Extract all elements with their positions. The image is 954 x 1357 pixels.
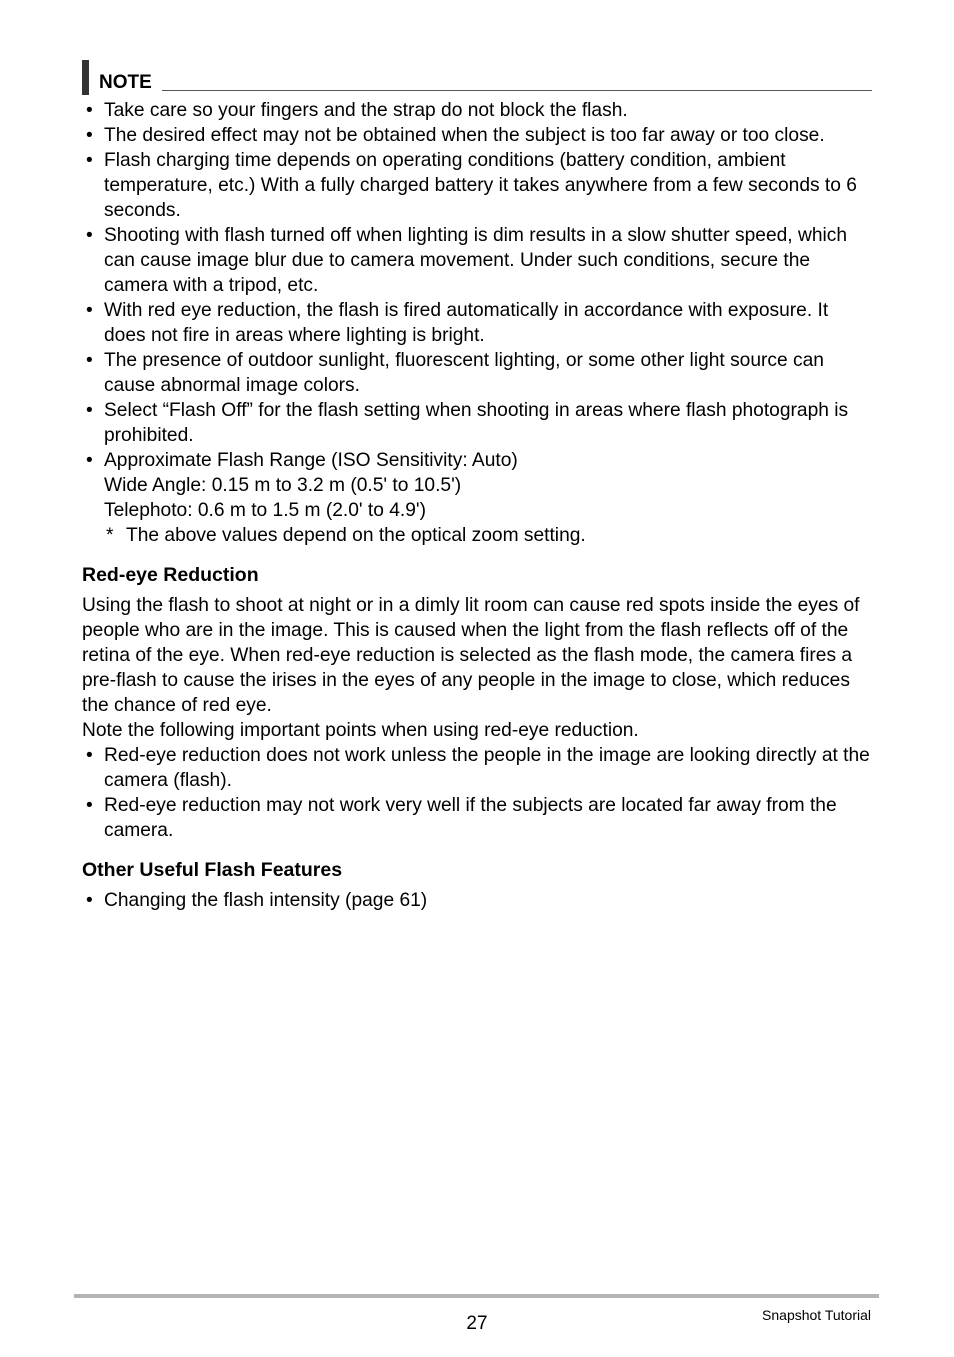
redeye-item-text: Red-eye reduction does not work unless the people in the image are looking directly at the camera (flash). bbox=[104, 745, 870, 791]
note-item-text: The desired effect may not be obtained when the subject is too far away or too close. bbox=[104, 125, 825, 146]
note-item bbox=[82, 398, 872, 448]
note-item-text: Take care so your fingers and the strap do not block the flash. bbox=[104, 100, 628, 121]
footnote-text: The above values depend on the optical zoom setting. bbox=[126, 525, 586, 546]
flash-range-item bbox=[82, 448, 872, 548]
note-marker-bar bbox=[82, 60, 89, 95]
bullet: • bbox=[86, 745, 93, 766]
note-divider bbox=[162, 90, 872, 91]
page-number: 27 bbox=[466, 1313, 488, 1334]
redeye-item-text: Red-eye reduction may not work very well if the subjects are located far away from the camera. bbox=[104, 795, 837, 841]
note-item-text: With red eye reduction, the flash is fired automatically in accordance with exposure. It does not fire in areas where lighting is bright. bbox=[104, 300, 829, 346]
note-item bbox=[82, 298, 872, 348]
other-feature-item bbox=[82, 888, 872, 913]
flash-range-footnote bbox=[104, 523, 872, 548]
redeye-list bbox=[82, 743, 872, 843]
bullet: • bbox=[86, 150, 93, 171]
bullet: • bbox=[86, 350, 93, 371]
redeye-item bbox=[82, 793, 872, 843]
bullet: • bbox=[86, 795, 93, 816]
section-name: Snapshot Tutorial bbox=[762, 1307, 871, 1323]
page-content bbox=[82, 60, 872, 913]
bullet: • bbox=[86, 890, 93, 911]
note-item bbox=[82, 348, 872, 398]
bullet: • bbox=[86, 400, 93, 421]
flash-range-title: Approximate Flash Range (ISO Sensitivity: Auto) bbox=[104, 450, 518, 471]
note-item bbox=[82, 223, 872, 298]
note-item-text: Select “Flash Off” for the flash setting when shooting in areas where flash photograph is prohibited. bbox=[104, 400, 849, 446]
redeye-intro: Note the following important points when using red-eye reduction. bbox=[82, 720, 639, 741]
note-item bbox=[82, 98, 872, 123]
other-features-heading: Other Useful Flash Features bbox=[82, 859, 343, 881]
note-item-text: Shooting with flash turned off when lighting is dim results in a slow shutter speed, which can cause image blur due to camera movement. Under such conditions, secure the camera with a tripod, etc. bbox=[104, 225, 848, 296]
other-features-list bbox=[82, 888, 872, 913]
note-item bbox=[82, 148, 872, 223]
note-label: NOTE bbox=[99, 72, 152, 93]
note-item bbox=[82, 123, 872, 148]
bullet: • bbox=[86, 125, 93, 146]
footnote-mark: * bbox=[106, 525, 114, 546]
bullet: • bbox=[86, 100, 93, 121]
bullet: • bbox=[86, 225, 93, 246]
flash-range-tele: Telephoto: 0.6 m to 1.5 m (2.0' to 4.9') bbox=[104, 500, 426, 521]
footer-divider bbox=[74, 1294, 879, 1298]
flash-range-wide: Wide Angle: 0.15 m to 3.2 m (0.5' to 10.5') bbox=[104, 475, 462, 496]
redeye-heading: Red-eye Reduction bbox=[82, 564, 259, 586]
bullet: • bbox=[86, 300, 93, 321]
redeye-item bbox=[82, 743, 872, 793]
bullet: • bbox=[86, 450, 93, 471]
note-header bbox=[82, 60, 872, 98]
redeye-paragraph: Using the flash to shoot at night or in a dimly lit room can cause red spots inside the eyes of people who are in the image. This is caused when the light from the flash reflects off of the retina of the eye. When red-eye reduction is selected as the flash mode, the camera fires a pre-flash to cause the irises in the eyes of any people in the image to close, which reduces the chance of red eye. bbox=[82, 595, 860, 716]
note-list bbox=[82, 98, 872, 548]
note-item-text: The presence of outdoor sunlight, fluorescent lighting, or some other light source can cause abnormal image colors. bbox=[104, 350, 824, 396]
note-item-text: Flash charging time depends on operating conditions (battery condition, ambient temperature, etc.) With a fully charged battery it takes anywhere from a few seconds to 6 seconds. bbox=[104, 150, 857, 221]
other-feature-link[interactable]: Changing the flash intensity (page 61) bbox=[104, 890, 428, 911]
